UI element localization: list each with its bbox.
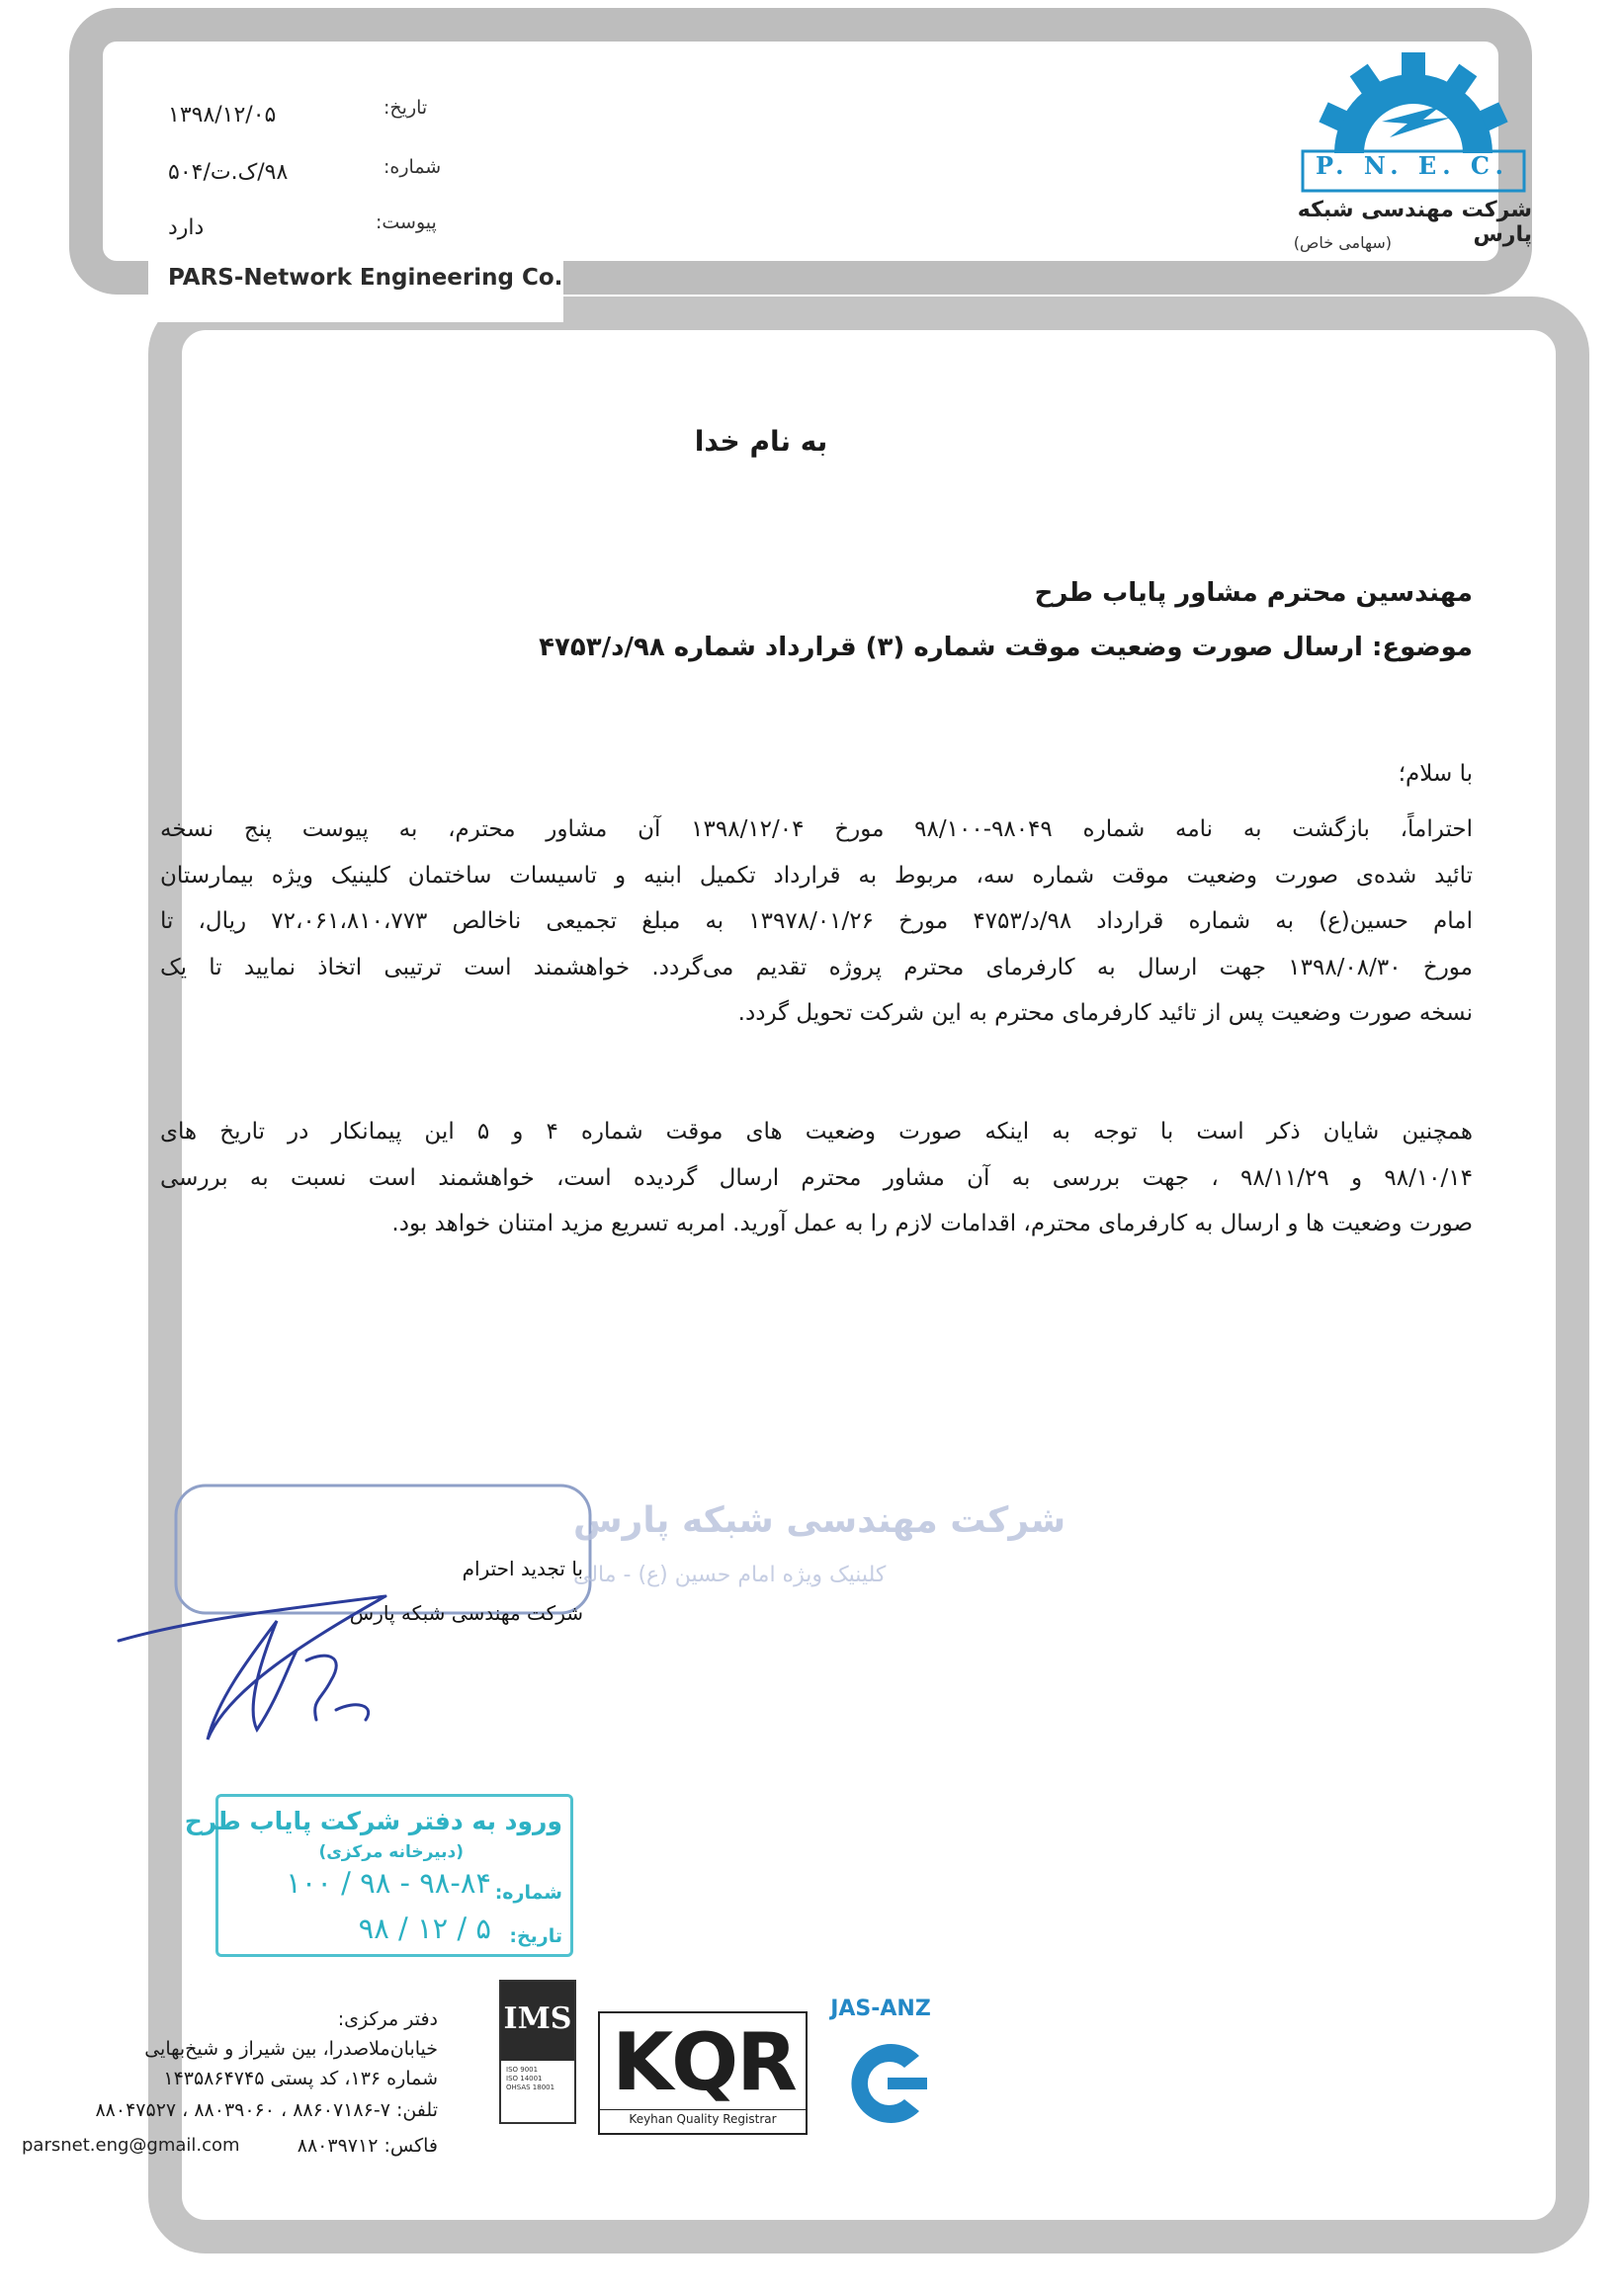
ims-standard: OHSAS 18001 (506, 2083, 555, 2091)
recipient-line: مهندسین محترم مشاور پایاب طرح (1034, 578, 1473, 608)
jas-anz-logo-icon (840, 2034, 939, 2133)
receipt-date-label: تاریخ: (509, 1925, 562, 1947)
paragraph-1-line: احتراماً، بازگشت به نامه شماره ۹۸۰۴۹-۹۸/۱۰۰ مورخ ۱۳۹۸/۱۲/۰۴ آن مشاور محترم، به پیوست پنج نسخه (160, 816, 1474, 842)
paragraph-1-line: مورخ ۱۳۹۸/۰۸/۳۰ جهت ارسال به کارفرمای محترم پروژه تقدیم می‌گردد. خواهشمند است ترتیبی اتخاذ نمایید تا یک (160, 954, 1474, 980)
company-stamp-line1: شرکت مهندسی شبکه پارس (573, 1500, 1066, 1541)
receipt-date-value: ۵ / ۱۲ / ۹۸ (358, 1912, 491, 1945)
receipt-subtitle: (دبیرخانه مرکزی) (318, 1842, 464, 1862)
company-stamp-line2: کلینیک ویژه امام حسین (ع) - مالی (573, 1563, 887, 1587)
email-address: parsnet.eng@gmail.com (22, 2135, 240, 2156)
company-name-fa: شرکت مهندسی شبکه پارس (1297, 198, 1532, 247)
kqr-caption: Keyhan Quality Registrar (600, 2109, 806, 2126)
paragraph-2 (160, 1109, 1473, 1247)
ims-standard: ISO 9001 (506, 2066, 539, 2074)
fax-number: فاکس: ۸۸۰۳۹۷۱۲ (297, 2135, 438, 2157)
address-line-1: خیابان‌ملاصدرا، بین شیراز و شیخ‌بهایی (144, 2038, 438, 2060)
kqr-label: KQR (612, 2016, 796, 2108)
handwritten-signature (109, 1581, 474, 1749)
closing-signatory: شرکت مهندسی شبکه پارس (349, 1601, 583, 1625)
company-type: (سهامی خاص) (1293, 233, 1392, 252)
jas-anz-label: JAS-ANZ (830, 1997, 931, 2021)
paragraph-2-line: صورت وضعیت ها و ارسال به کارفرمای محترم، اقدامات لازم را به عمل آورید. امربه تسریع مزید امتنان خواهد بود. (391, 1211, 1473, 1236)
date-value: ۱۳۹۸/۱۲/۰۵ (168, 103, 277, 128)
phone-numbers: تلفن: ۷-۸۸۶۰۷۱۸۶ ، ۸۸۰۳۹۰۶۰ ، ۸۸۰۴۷۵۲۷ (95, 2099, 438, 2121)
ims-standards (506, 2066, 569, 2092)
subject-line: موضوع: ارسال صورت وضعیت موقت شماره (۳) قرارداد شماره ۹۸/د/۴۷۵۳ (539, 633, 1473, 662)
number-label: شماره: (383, 156, 442, 178)
paragraph-1-line: تائید شده‌ی صورت وضعیت موقت شماره سه، مربوط به قرارداد تکمیل ابنیه و تاسیسات ساختمان کلینیک ویژه بیمارستان (160, 862, 1473, 889)
company-name-en: PARS-Network Engineering Co. (168, 265, 563, 291)
paragraph-2-line: همچنین شایان ذکر است با توجه به اینکه صورت وضعیت های موقت شماره ۴ و ۵ این پیمانکار در تاریخ های (160, 1119, 1473, 1145)
address-line-2: شماره ۱۳۶، کد پستی ۱۴۳۵۸۶۴۷۴۵ (163, 2068, 438, 2089)
number-value: ۹۸/ک.ت/۵۰۴ (168, 160, 289, 185)
ims-standard: ISO 14001 (506, 2075, 543, 2083)
receipt-number-value: ۹۸-۸۴ - ۹۸ / ۱۰۰ (286, 1866, 491, 1900)
receipt-stamp (184, 1794, 573, 1957)
logo-text: P. N. E. C. (1316, 151, 1509, 180)
closing-text: با تجدید احترام (462, 1557, 583, 1580)
receipt-number-label: شماره: (494, 1882, 562, 1904)
receipt-title: ورود به دفتر شرکت پایاب طرح (184, 1807, 562, 1835)
paragraph-1-line: نسخه صورت وضعیت پس از تائید کارفرمای محترم به این شرکت تحویل گردد. (737, 1000, 1473, 1026)
attachment-value: دارد (168, 215, 205, 240)
office-label: دفتر مرکزی: (337, 2008, 438, 2030)
paragraph-1-line: امام حسین(ع) به شماره قرارداد ۹۸/د/۴۷۵۳ مورخ ۱۳۹۷۸/۰۱/۲۶ به مبلغ تجمیعی ناخالص ۷۲،۰۶۱،۸۱۰،۷۷۳ ریال، تا (160, 908, 1474, 934)
paragraph-2-line: ۹۸/۱۰/۱۴ و ۹۸/۱۱/۲۹ ، جهت بررسی به آن مشاور محترم ارسال گردیده است، خواهشمند است نسبت به بررسی (160, 1164, 1473, 1191)
basmala-heading: به نام خدا (694, 425, 828, 458)
ims-label: IMS (503, 2001, 572, 2036)
date-label: تاریخ: (383, 97, 428, 119)
greeting: با سلام؛ (1398, 761, 1473, 787)
paragraph-1 (160, 807, 1473, 1037)
attachment-label: پیوست: (376, 212, 437, 233)
